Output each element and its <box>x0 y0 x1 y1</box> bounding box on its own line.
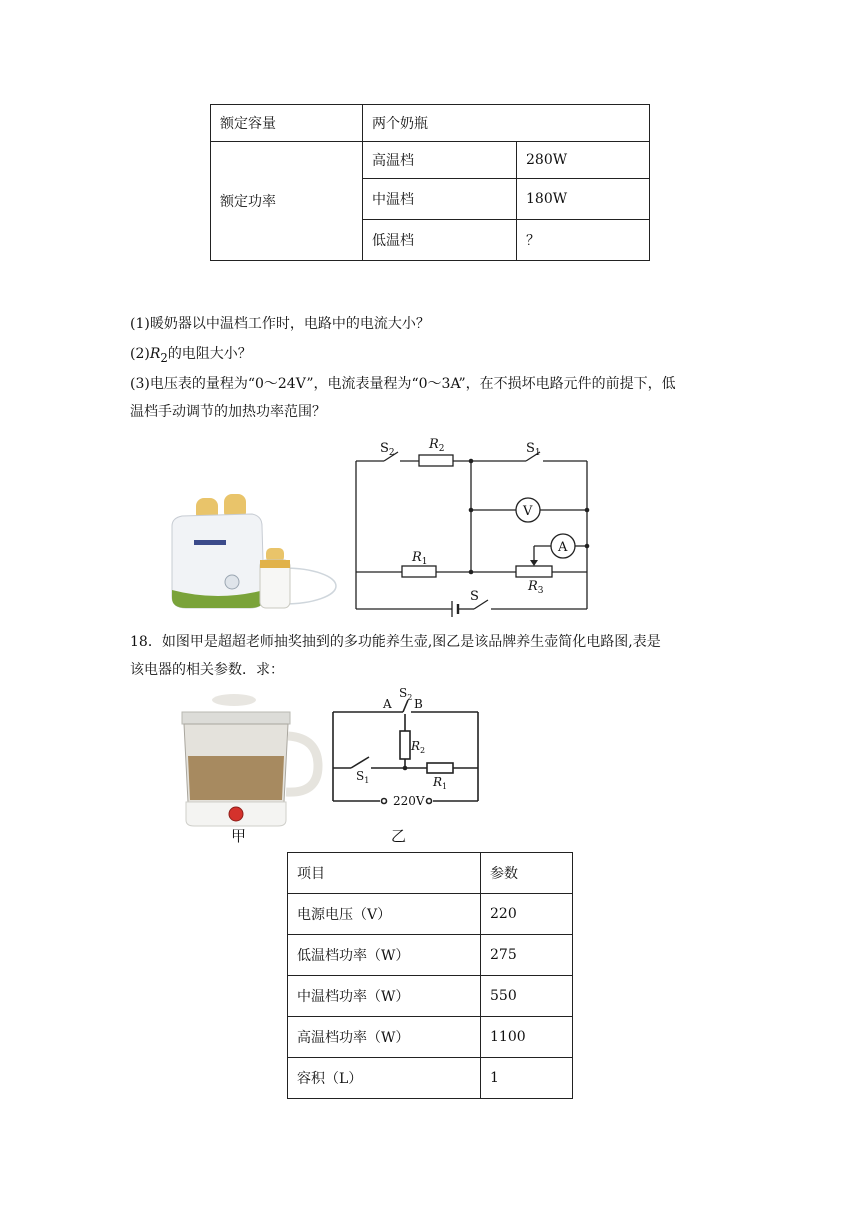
table-header-cell: 项目 <box>288 853 481 894</box>
label-b: B <box>414 697 423 711</box>
label-s1: $S_1$ <box>526 441 541 458</box>
resistor-r2 <box>419 455 453 466</box>
table-cell: 1100 <box>481 1017 573 1058</box>
table-cell: 中温档 <box>363 179 517 220</box>
table-cell: 中温档功率（W） <box>288 976 481 1017</box>
label-s2: $S_2$ <box>399 686 413 702</box>
table-row <box>288 935 573 976</box>
junction-dot <box>469 570 474 575</box>
table-cell: 高温档 <box>363 142 517 179</box>
junction-dot <box>403 766 408 771</box>
label-220v: 220V <box>393 794 425 808</box>
label-s: S <box>470 589 479 604</box>
table-cell: 额定容量 <box>211 105 363 142</box>
label-v: V <box>523 504 533 519</box>
resistor-r1 <box>427 763 453 773</box>
table-row <box>288 976 573 1017</box>
problem-18-line1: 18．如图甲是超超老师抽奖抽到的多功能养生壶,图乙是该品牌养生壶简化电路图,表是 <box>130 634 661 650</box>
label-r1: $R_1$ <box>412 550 428 567</box>
question-3-line2: 温档手动调节的加热功率范围？ <box>130 404 326 420</box>
label-r1: $R_1$ <box>433 775 448 791</box>
table-row <box>211 105 650 142</box>
table-row <box>288 894 573 935</box>
voltmeter <box>516 498 540 522</box>
junction-dot <box>585 544 590 549</box>
question-2-var: R <box>149 346 161 362</box>
label-r3: $R_3$ <box>528 579 544 596</box>
switch-s2-blade <box>384 452 398 461</box>
label-r2: $R_2$ <box>429 437 445 454</box>
switch-s2-blade <box>403 700 408 712</box>
table-cell: 电源电压（V） <box>288 894 481 935</box>
knob-icon <box>225 575 239 589</box>
brand-logo <box>194 540 226 545</box>
question-2-sub: 2 <box>160 350 168 365</box>
switch-s-blade <box>474 600 488 609</box>
table-cell: 1 <box>481 1058 573 1099</box>
kettle-handle <box>286 736 318 792</box>
ammeter <box>551 534 575 558</box>
junction-dot <box>469 459 474 464</box>
kettle-lid-knob <box>212 694 256 706</box>
table-cell: 275 <box>481 935 573 976</box>
table-cell: 550 <box>481 976 573 1017</box>
label-r2: $R_2$ <box>411 739 426 755</box>
caption-jia: 甲 <box>231 827 247 845</box>
kettle-tea <box>188 756 284 800</box>
resistor-r2 <box>400 731 410 759</box>
table-cell: 低温档 <box>363 220 517 261</box>
terminal <box>382 799 387 804</box>
label-s1: $S_1$ <box>356 769 370 785</box>
question-2-suffix: 的电阻大小？ <box>167 346 252 362</box>
health-kettle-photo <box>172 690 322 830</box>
junction-dot <box>469 508 474 513</box>
table-cell: 两个奶瓶 <box>363 105 650 142</box>
question-2 <box>130 344 252 368</box>
question-3-line1: (3)电压表的量程为“0～24V”，电流表量程为“0～3A”，在不损坏电路元件的前提下，低 <box>130 376 676 392</box>
table-cell: 高温档功率（W） <box>288 1017 481 1058</box>
table-cell: ？ <box>517 220 650 261</box>
table-cell: 额定功率 <box>211 142 363 261</box>
label-s2: $S_2$ <box>380 441 395 458</box>
slider-arrow-icon <box>530 560 538 566</box>
table-cell: 280W <box>517 142 650 179</box>
power-button-icon <box>229 807 243 821</box>
table-row <box>211 142 650 179</box>
terminal <box>427 799 432 804</box>
label-a: A <box>383 697 392 711</box>
question-1: (1)暖奶器以中温档工作时，电路中的电流大小？ <box>130 316 430 332</box>
switch-s1-blade <box>526 452 540 461</box>
table-row <box>288 853 573 894</box>
small-bottle-collar <box>260 560 290 568</box>
table-cell: 低温档功率（W） <box>288 935 481 976</box>
table-row <box>288 1058 573 1099</box>
table-cell: 180W <box>517 179 650 220</box>
label-a: A <box>558 540 568 555</box>
bottle-warmer-photo <box>166 486 338 614</box>
kettle-lid <box>182 712 290 724</box>
resistor-r1 <box>402 566 436 577</box>
warmer-spec-table <box>210 104 650 261</box>
junction-dot <box>585 508 590 513</box>
switch-s1-blade <box>351 757 369 768</box>
rheostat-r3 <box>516 566 552 577</box>
table-cell: 220 <box>481 894 573 935</box>
problem-18 <box>130 628 730 684</box>
kettle-spec-table <box>287 852 573 1099</box>
table-header-cell: 参数 <box>481 853 573 894</box>
question-2-prefix: (2) <box>130 346 150 362</box>
problem-18-line2: 该电器的相关参数．求： <box>130 662 284 678</box>
table-row <box>288 1017 573 1058</box>
table-cell: 容积（L） <box>288 1058 481 1099</box>
caption-yi: 乙 <box>391 827 407 845</box>
